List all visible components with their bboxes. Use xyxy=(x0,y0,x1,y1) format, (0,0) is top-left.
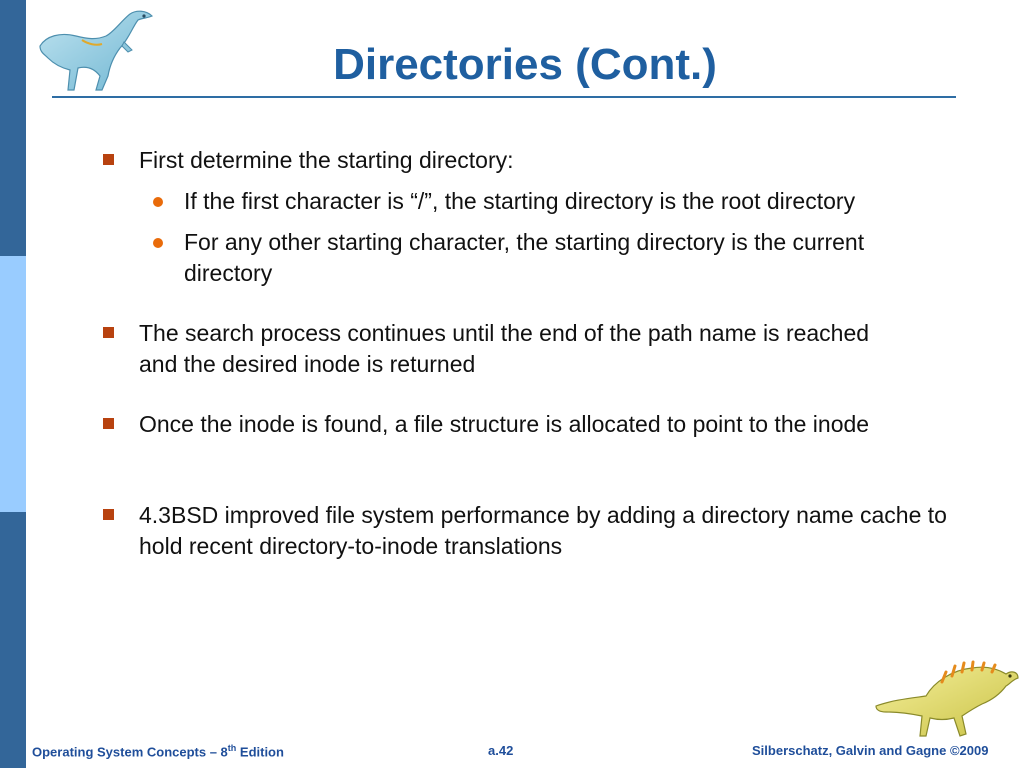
square-bullet-icon xyxy=(103,418,114,429)
square-bullet-icon xyxy=(103,154,114,165)
bullet-text: The search process continues until the end of the path name is reached and the desired inode is returned xyxy=(139,320,870,377)
footer-book-title xyxy=(32,743,284,759)
footer-copyright: Silberschatz, Galvin and Gagne ©2009 xyxy=(752,743,989,758)
bullet-text: For any other starting character, the starting directory is the current directory xyxy=(184,229,865,286)
footer-book-title-suffix: Edition xyxy=(236,744,284,760)
bullet-text: 4.3BSD improved file system performance by adding a directory name cache to hold recent directory-to-inode translations xyxy=(139,502,947,559)
side-bar-bottom xyxy=(0,512,26,768)
bullet-text: First determine the starting directory: xyxy=(139,147,514,173)
side-bar-middle xyxy=(0,256,26,512)
round-bullet-icon xyxy=(153,197,163,207)
round-bullet-icon xyxy=(153,238,163,248)
bullet-item xyxy=(139,145,939,176)
square-bullet-icon xyxy=(103,327,114,338)
footer-page-number: a.42 xyxy=(488,743,514,758)
footer-book-title-prefix: Operating System Concepts – 8 xyxy=(32,744,228,760)
dinosaur-icon xyxy=(872,660,1020,740)
bullet-text: If the first character is “/”, the starting directory is the root directory xyxy=(184,188,856,214)
footer-book-title-sup: th xyxy=(227,743,237,753)
sub-bullet-item xyxy=(184,227,954,289)
bullet-text: Once the inode is found, a file structure is allocated to point to the inode xyxy=(139,411,870,437)
bullet-item xyxy=(139,500,959,562)
side-bar-top xyxy=(0,0,26,256)
title-divider xyxy=(52,96,956,98)
page-title: Directories (Cont.) xyxy=(333,40,717,89)
square-bullet-icon xyxy=(103,509,114,520)
sub-bullet-item xyxy=(184,186,964,217)
bullet-item xyxy=(139,409,919,440)
bullet-item xyxy=(139,318,899,380)
